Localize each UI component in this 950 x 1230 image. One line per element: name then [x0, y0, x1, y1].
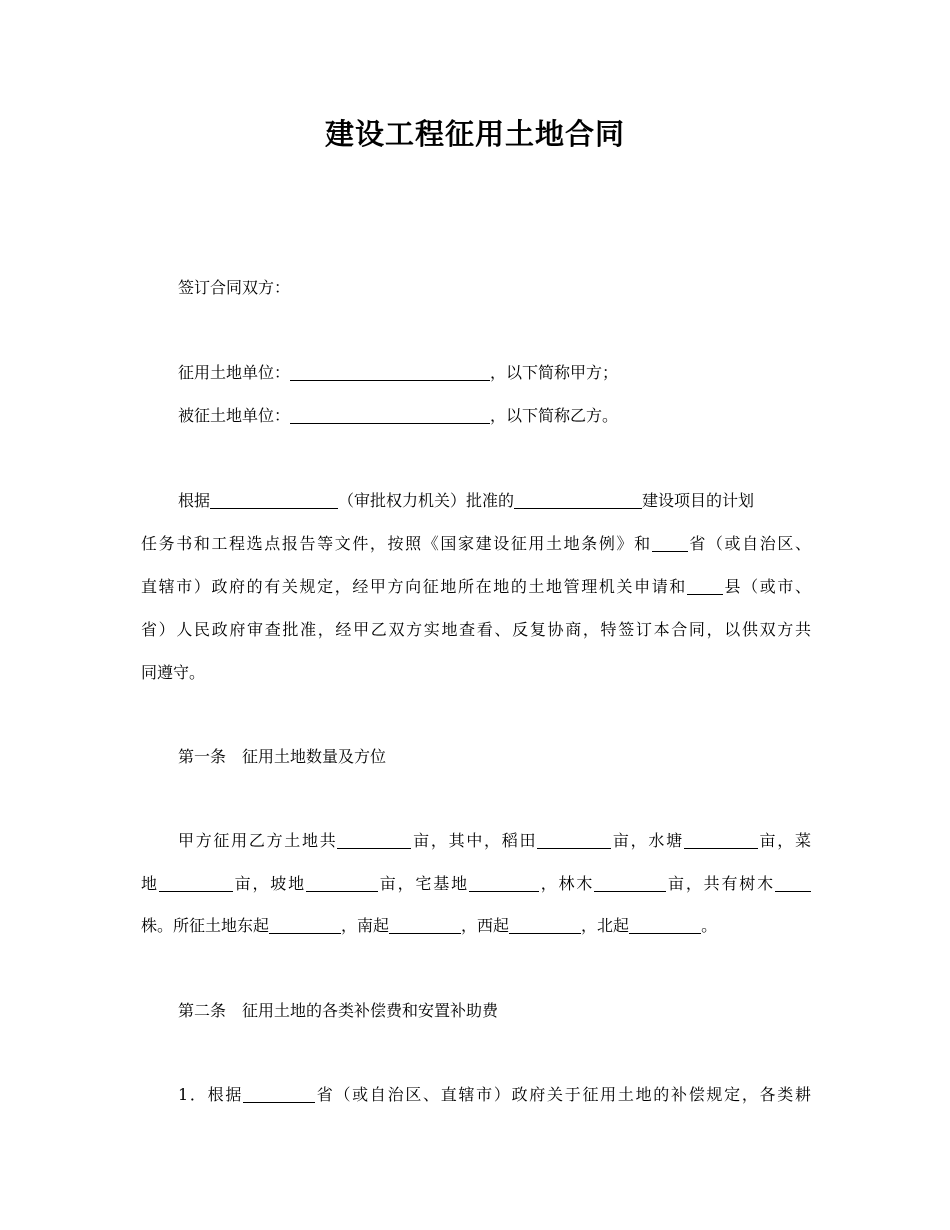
province-regulation-blank [243, 1084, 315, 1103]
article-2-number: 第二条 [178, 1001, 227, 1020]
article-text: 。 [701, 916, 718, 935]
preamble-line-2 [141, 532, 811, 556]
party-b-blank [290, 405, 490, 424]
vegetable-area-blank [159, 873, 233, 892]
preamble-text: （审批权力机关）批准的 [338, 491, 515, 510]
preamble-line-3 [141, 575, 811, 599]
article-text: 株。所征土地东起 [141, 916, 270, 935]
article-text: 亩，坡地 [232, 874, 306, 893]
party-a-label: 征用土地单位： [178, 363, 291, 382]
article-text: 亩，宅基地 [377, 874, 469, 893]
north-boundary-blank [629, 915, 701, 934]
article-text: 地 [141, 874, 159, 893]
forest-area-blank [594, 873, 666, 892]
paddy-area-blank [537, 830, 611, 849]
document-title: 建设工程征用土地合同 [324, 117, 625, 151]
article-1-line-2 [141, 872, 811, 896]
preamble-text: 建设项目的计划 [642, 491, 755, 510]
preamble-text: 根据 [178, 491, 211, 510]
homestead-area-blank [469, 873, 539, 892]
preamble-line-5: 同遵守。 [141, 663, 206, 682]
preamble-line-1 [178, 489, 754, 513]
approval-authority-blank [210, 490, 338, 509]
west-boundary-blank [509, 915, 581, 934]
article-text: 亩，其中，稻田 [411, 831, 538, 850]
party-a-line [178, 361, 618, 385]
preamble-text: 任务书和工程选点报告等文件，按照《国家建设征用土地条例》和 [141, 534, 652, 553]
article-2-title: 征用土地的各类补偿费和安置补助费 [242, 1001, 499, 1020]
article-text: ，南起 [341, 916, 390, 935]
article-1-number: 第一条 [178, 747, 227, 766]
article-text: 亩，共有树木 [666, 874, 775, 893]
province-blank [652, 533, 688, 552]
preamble-text: 直辖市）政府的有关规定，经甲方向征地所在地的土地管理机关申请和 [141, 577, 687, 596]
article-text: ，西起 [461, 916, 510, 935]
preamble-text: 县（或市、 [722, 577, 811, 596]
party-a-blank [290, 362, 490, 381]
article-1-heading [178, 745, 386, 769]
south-boundary-blank [389, 915, 461, 934]
party-b-line [178, 404, 618, 428]
county-blank [687, 576, 723, 595]
preamble-line-4: 省）人民政府审查批准，经甲乙双方实地查看、反复协商，特签订本合同，以供双方共 [141, 620, 811, 639]
article-text: 亩，水塘 [611, 831, 684, 850]
article-text: 省（或自治区、直辖市）政府关于征用土地的补偿规定，各类耕 [315, 1085, 811, 1104]
article-1-line-3 [141, 914, 717, 938]
party-a-suffix: ，以下简称甲方； [490, 363, 619, 382]
article-2-item-1 [178, 1083, 811, 1107]
item-number: 1． [178, 1085, 208, 1104]
slope-area-blank [306, 873, 378, 892]
article-1-line-1 [178, 829, 811, 853]
article-text: ，林木 [538, 874, 595, 893]
tree-count-blank [775, 873, 811, 892]
article-1-title: 征用土地数量及方位 [242, 747, 387, 766]
total-area-blank [337, 830, 411, 849]
article-text: ，北起 [581, 916, 630, 935]
party-b-label: 被征土地单位： [178, 406, 291, 425]
party-b-suffix: ，以下简称乙方。 [490, 406, 619, 425]
east-boundary-blank [269, 915, 341, 934]
pond-area-blank [684, 830, 758, 849]
article-text: 根据 [207, 1085, 244, 1104]
project-name-blank [514, 490, 642, 509]
preamble-text: 省（或自治区、 [687, 534, 811, 553]
parties-heading: 签订合同双方： [178, 278, 291, 297]
article-text: 亩，菜 [757, 831, 811, 850]
article-2-heading [178, 999, 498, 1023]
article-text: 甲方征用乙方土地共 [178, 831, 338, 850]
